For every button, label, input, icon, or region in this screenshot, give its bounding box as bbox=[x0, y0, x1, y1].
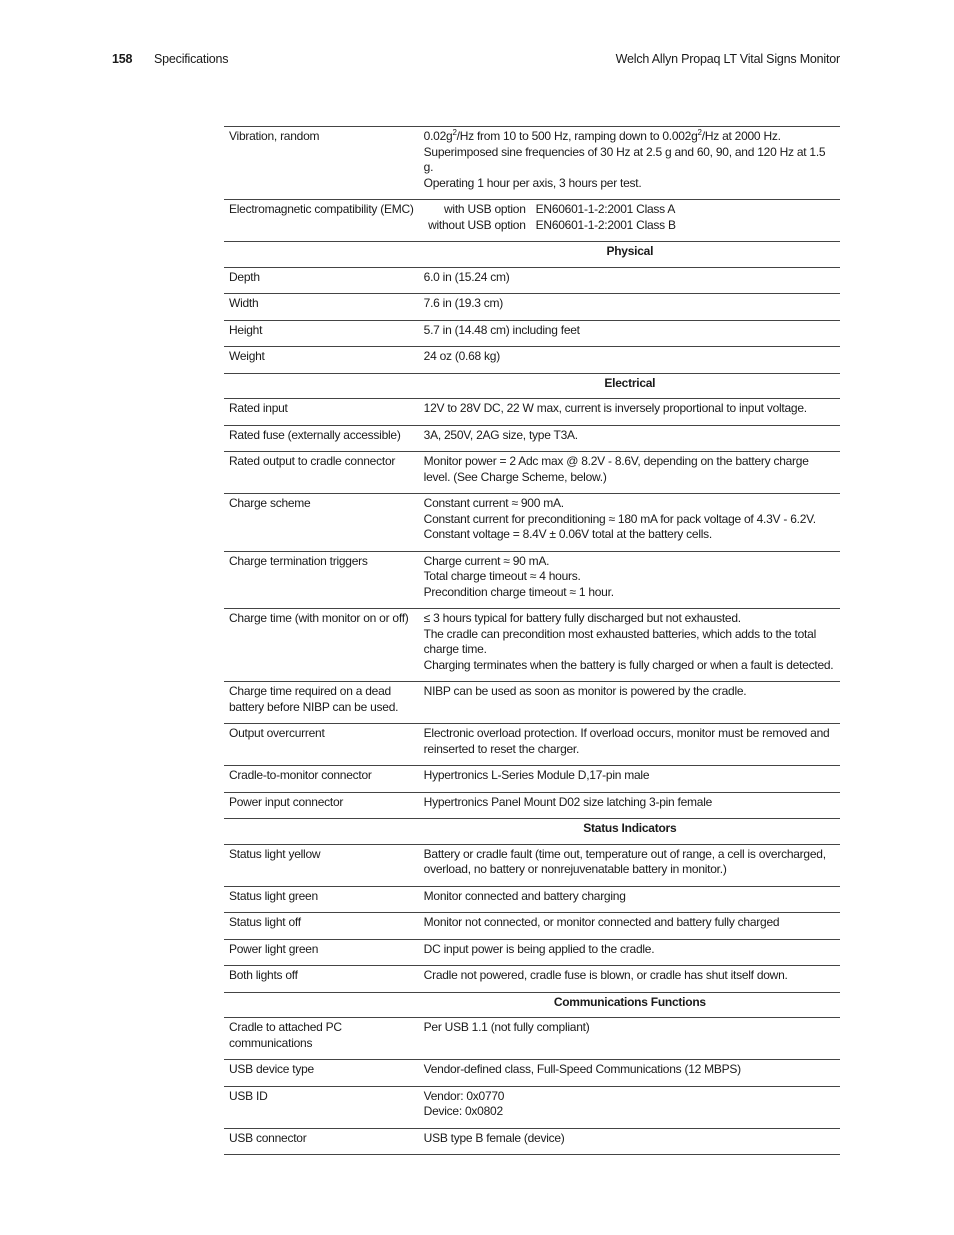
superscript: 2 bbox=[697, 128, 702, 137]
superscript: 2 bbox=[452, 128, 457, 137]
value-line: Monitor power = 2 Adc max @ 8.2V - 8.6V, depending on the battery charge level. (See Charge Scheme, below.) bbox=[423, 454, 809, 484]
row-value bbox=[419, 200, 840, 242]
table-row bbox=[224, 452, 840, 494]
table-row bbox=[224, 1060, 840, 1087]
row-value bbox=[419, 127, 840, 200]
value-line: Monitor not connected, or monitor connected and battery fully charged bbox=[423, 915, 780, 929]
row-label: Charge time required on a dead battery before NIBP can be used. bbox=[224, 682, 419, 724]
row-value bbox=[419, 886, 840, 913]
value-line: Charging terminates when the battery is fully charged or when a fault is detected. bbox=[423, 657, 834, 672]
row-value bbox=[419, 347, 840, 374]
table-row bbox=[224, 1018, 840, 1060]
row-label: Height bbox=[224, 320, 419, 347]
row-label: Width bbox=[224, 294, 419, 321]
value-line: Battery or cradle fault (time out, temperature out of range, a cell is overcharged, overload, no battery or nonrejuvenatable battery in monitor.) bbox=[423, 846, 826, 876]
section-header-row bbox=[224, 819, 840, 845]
row-value bbox=[419, 267, 840, 294]
row-value bbox=[419, 913, 840, 940]
row-value bbox=[419, 766, 840, 793]
value-line: Superimposed sine frequencies of 30 Hz at 2.5 g and 60, 90, and 120 Hz at 1.5 g. bbox=[423, 144, 826, 174]
row-label: Depth bbox=[224, 267, 419, 294]
section-header-spacer bbox=[224, 819, 419, 845]
table-row bbox=[224, 792, 840, 819]
row-value bbox=[419, 294, 840, 321]
value-line: Hypertronics L-Series Module D,17-pin male bbox=[423, 768, 650, 782]
value-line: Constant voltage = 8.4V ± 0.06V total at the battery cells. bbox=[423, 527, 713, 541]
table-row bbox=[224, 425, 840, 452]
specifications-table-body bbox=[224, 127, 840, 1155]
section-title: Communications Functions bbox=[419, 992, 840, 1018]
row-label: Charge time (with monitor on or off) bbox=[224, 609, 419, 682]
table-row bbox=[224, 844, 840, 886]
section-header-spacer bbox=[224, 242, 419, 268]
row-value bbox=[419, 1086, 840, 1128]
emc-option: without USB option bbox=[428, 217, 526, 232]
value-line: 5.7 in (14.48 cm) including feet bbox=[423, 322, 580, 337]
table-row bbox=[224, 966, 840, 993]
row-value bbox=[419, 844, 840, 886]
row-value bbox=[419, 792, 840, 819]
row-label: Status light yellow bbox=[224, 844, 419, 886]
value-line: Monitor connected and battery charging bbox=[423, 888, 626, 903]
table-row bbox=[224, 127, 840, 200]
row-value bbox=[419, 399, 840, 426]
row-label: Cradle to attached PC communications bbox=[224, 1018, 419, 1060]
value-line: 6.0 in (15.24 cm) bbox=[423, 269, 510, 284]
row-label: Charge termination triggers bbox=[224, 551, 419, 609]
row-value bbox=[419, 425, 840, 452]
row-value bbox=[419, 551, 840, 609]
row-label: Power light green bbox=[224, 939, 419, 966]
value-line: Constant current for preconditioning ≈ 180 mA for pack voltage of 4.3V - 6.2V. bbox=[423, 511, 816, 526]
table-row bbox=[224, 724, 840, 766]
row-label: Status light green bbox=[224, 886, 419, 913]
document-title: Welch Allyn Propaq LT Vital Signs Monitor bbox=[615, 52, 840, 66]
value-line: 3A, 250V, 2AG size, type T3A. bbox=[423, 427, 578, 442]
row-label: Vibration, random bbox=[224, 127, 419, 200]
table-row bbox=[224, 347, 840, 374]
value-line: Vendor-defined class, Full-Speed Communications (12 MBPS) bbox=[423, 1062, 741, 1076]
table-row bbox=[224, 766, 840, 793]
row-value bbox=[419, 320, 840, 347]
value-line: Device: 0x0802 bbox=[423, 1104, 503, 1118]
table-row bbox=[224, 939, 840, 966]
table-row bbox=[224, 267, 840, 294]
row-value bbox=[419, 1128, 840, 1155]
table-row bbox=[224, 609, 840, 682]
value-text: 0.02g bbox=[423, 129, 453, 143]
emc-grid bbox=[424, 202, 836, 233]
value-text: /Hz from 10 to 500 Hz, ramping down to 0.002g bbox=[456, 129, 698, 143]
row-label: Weight bbox=[224, 347, 419, 374]
row-label: Rated output to cradle connector bbox=[224, 452, 419, 494]
value-line: 12V to 28V DC, 22 W max, current is inversely proportional to input voltage. bbox=[423, 401, 807, 415]
value-line bbox=[424, 129, 836, 145]
value-line: 24 oz (0.68 kg) bbox=[423, 349, 500, 363]
row-label: Power input connector bbox=[224, 792, 419, 819]
value-line: USB type B female (device) bbox=[423, 1130, 565, 1145]
emc-standard: EN60601-1-2:2001 Class B bbox=[535, 217, 676, 232]
row-label: Rated fuse (externally accessible) bbox=[224, 425, 419, 452]
table-row bbox=[224, 1086, 840, 1128]
table-row bbox=[224, 913, 840, 940]
section-header-row bbox=[224, 373, 840, 399]
value-line: Operating 1 hour per axis, 3 hours per test. bbox=[423, 175, 642, 190]
emc-option: with USB option bbox=[444, 202, 526, 216]
value-line: Electronic overload protection. If overload occurs, monitor must be removed and reinserted to reset the charger. bbox=[423, 726, 830, 756]
value-line: Precondition charge timeout ≈ 1 hour. bbox=[423, 584, 614, 599]
row-value bbox=[419, 1018, 840, 1060]
table-row bbox=[224, 494, 840, 552]
row-label: Status light off bbox=[224, 913, 419, 940]
emc-standard: EN60601-1-2:2001 Class A bbox=[535, 202, 676, 216]
row-value bbox=[419, 609, 840, 682]
row-label: USB device type bbox=[224, 1060, 419, 1087]
table-row bbox=[224, 294, 840, 321]
row-label: Electromagnetic compatibility (EMC) bbox=[224, 200, 419, 242]
table-row bbox=[224, 399, 840, 426]
row-value bbox=[419, 966, 840, 993]
value-line: NIBP can be used as soon as monitor is powered by the cradle. bbox=[423, 684, 747, 698]
row-value bbox=[419, 724, 840, 766]
table-row bbox=[224, 886, 840, 913]
section-title: Status Indicators bbox=[419, 819, 840, 845]
row-label: Rated input bbox=[224, 399, 419, 426]
table-row bbox=[224, 551, 840, 609]
value-line: The cradle can precondition most exhausted batteries, which adds to the total charge time. bbox=[423, 626, 816, 656]
row-value bbox=[419, 494, 840, 552]
section-header-spacer bbox=[224, 373, 419, 399]
row-value bbox=[419, 682, 840, 724]
value-line: Constant current ≈ 900 mA. bbox=[423, 496, 564, 510]
value-line: Vendor: 0x0770 bbox=[423, 1088, 505, 1103]
value-line: 7.6 in (19.3 cm) bbox=[423, 296, 504, 310]
row-label: Output overcurrent bbox=[224, 724, 419, 766]
value-line: Per USB 1.1 (not fully compliant) bbox=[423, 1020, 590, 1034]
value-line: Cradle not powered, cradle fuse is blown, or cradle has shut itself down. bbox=[423, 968, 788, 982]
section-header-row bbox=[224, 242, 840, 268]
section-header-spacer bbox=[224, 992, 419, 1018]
section-title: Physical bbox=[419, 242, 840, 268]
value-line: Total charge timeout ≈ 4 hours. bbox=[423, 569, 581, 583]
value-line: Charge current ≈ 90 mA. bbox=[423, 553, 550, 568]
row-label: Both lights off bbox=[224, 966, 419, 993]
table-row bbox=[224, 1128, 840, 1155]
specifications-table bbox=[224, 126, 840, 1155]
value-text: /Hz at 2000 Hz. bbox=[701, 129, 781, 143]
row-value bbox=[419, 452, 840, 494]
row-label: USB ID bbox=[224, 1086, 419, 1128]
section-name: Specifications bbox=[154, 52, 229, 66]
value-line: Hypertronics Panel Mount D02 size latching 3-pin female bbox=[423, 794, 713, 809]
row-value bbox=[419, 939, 840, 966]
table-row bbox=[224, 320, 840, 347]
row-label: Charge scheme bbox=[224, 494, 419, 552]
table-row bbox=[224, 200, 840, 242]
value-line: DC input power is being applied to the cradle. bbox=[423, 941, 655, 956]
row-label: USB connector bbox=[224, 1128, 419, 1155]
value-line: ≤ 3 hours typical for battery fully discharged but not exhausted. bbox=[423, 611, 741, 625]
page-number: 158 bbox=[112, 52, 133, 66]
row-value bbox=[419, 1060, 840, 1087]
row-label: Cradle-to-monitor connector bbox=[224, 766, 419, 793]
section-title: Electrical bbox=[419, 373, 840, 399]
table-row bbox=[224, 682, 840, 724]
section-header-row bbox=[224, 992, 840, 1018]
